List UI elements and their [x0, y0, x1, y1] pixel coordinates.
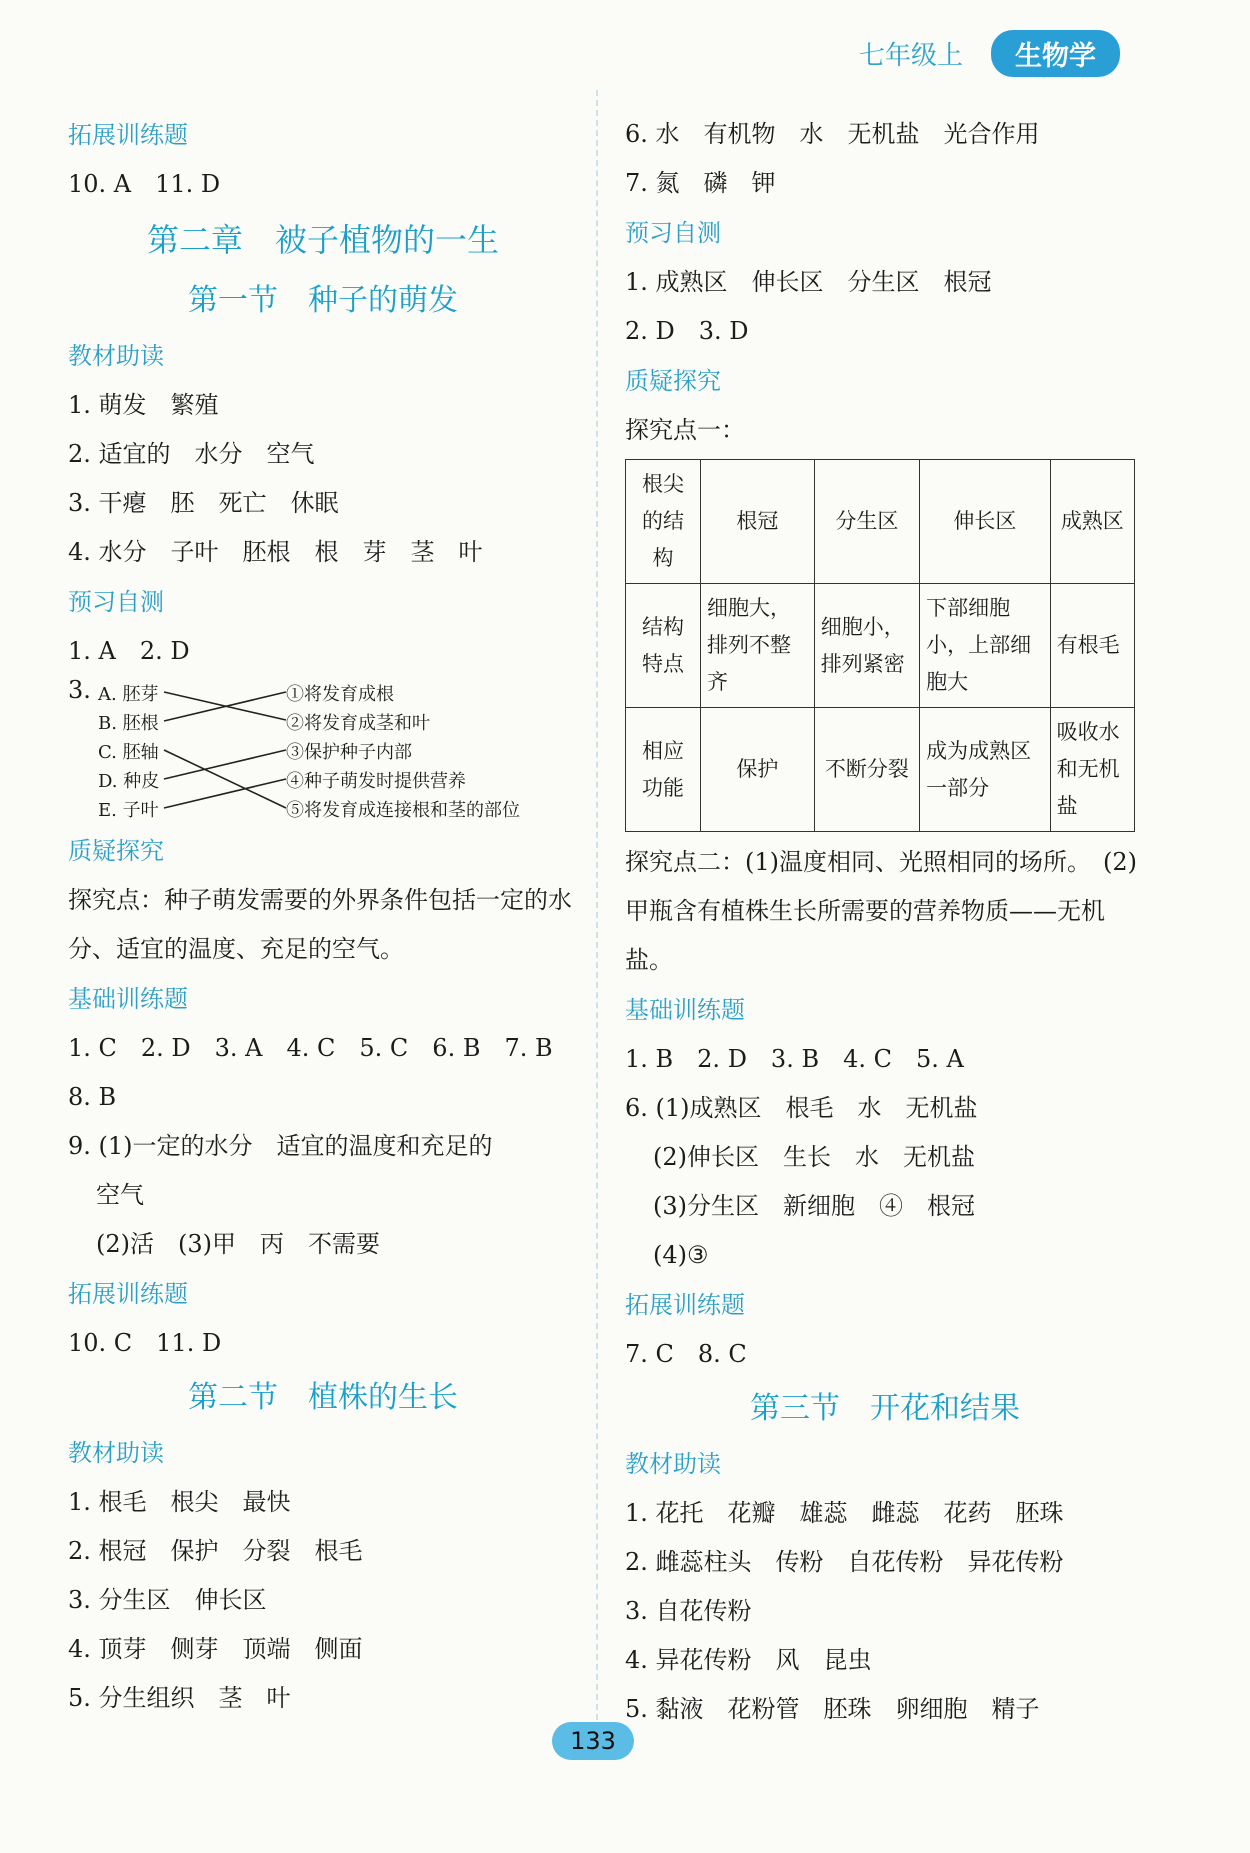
section-heading: 教材助读 — [68, 1439, 164, 1467]
match-right-item: ③保护种子内部 — [286, 742, 412, 763]
answer-line: 6. 水 有机物 水 无机盐 光合作用 — [625, 120, 1040, 148]
matching-number: 3. — [68, 676, 91, 704]
answer-line: 4. 异花传粉 风 昆虫 — [625, 1646, 872, 1674]
table-cell: 结构特点 — [626, 584, 701, 708]
answer-line: 10. A 11. D — [68, 170, 221, 198]
match-left-item: A. 胚芽 — [98, 684, 159, 705]
matching-diagram — [68, 676, 578, 826]
table-cell: 有根毛 — [1050, 584, 1134, 708]
answer-line: 7. C 8. C — [625, 1340, 747, 1368]
answer-line: 空气 — [96, 1181, 144, 1209]
answer-line: 7. 氮 磷 钾 — [625, 169, 776, 197]
answer-line: (4)③ — [653, 1241, 709, 1269]
answer-line: 3. 干瘪 胚 死亡 休眠 — [68, 489, 339, 517]
section-heading: 基础训练题 — [625, 996, 745, 1024]
answer-line: 4. 顶芽 侧芽 顶端 侧面 — [68, 1635, 363, 1663]
match-line — [164, 779, 286, 808]
table-cell: 吸收水和无机盐 — [1050, 708, 1134, 832]
answer-paragraph: 探究点二：(1)温度相同、光照相同的场所。 (2)甲瓶含有植株生长所需要的营养物质——无机盐。 — [625, 848, 1137, 974]
answer-line: 3. 分生区 伸长区 — [68, 1586, 267, 1614]
answer-line: 8. B — [68, 1083, 117, 1111]
match-left-item: C. 胚轴 — [98, 742, 159, 763]
section-heading: 拓展训练题 — [68, 1280, 188, 1308]
section-title: 第一节 种子的萌发 — [188, 283, 458, 318]
answer-line: 1. B 2. D 3. B 4. C 5. A — [625, 1045, 964, 1073]
left-column — [68, 110, 578, 1723]
match-right-item: ①将发育成根 — [286, 684, 394, 705]
table-cell: 成为成熟区一部分 — [920, 708, 1051, 832]
answer-line: 1. 成熟区 伸长区 分生区 根冠 — [625, 268, 992, 296]
answer-line: 2. 适宜的 水分 空气 — [68, 440, 315, 468]
match-line — [164, 750, 286, 808]
answer-line: 1. 根毛 根尖 最快 — [68, 1488, 291, 1516]
section-heading: 拓展训练题 — [625, 1291, 745, 1319]
table-cell: 细胞大，排列不整齐 — [701, 584, 815, 708]
section-heading: 预习自测 — [625, 219, 721, 247]
table-row — [626, 460, 1135, 584]
answer-line: 1. 花托 花瓣 雄蕊 雌蕊 花药 胚珠 — [625, 1499, 1064, 1527]
section-heading: 基础训练题 — [68, 985, 188, 1013]
answer-line: 3. 自花传粉 — [625, 1597, 752, 1625]
table-cell: 伸长区 — [920, 460, 1051, 584]
root-tip-table — [625, 459, 1135, 832]
match-right-item: ②将发育成茎和叶 — [286, 713, 430, 734]
page-number: 133 — [552, 1722, 634, 1760]
matching-lines — [68, 676, 308, 826]
answer-line: (3)分生区 新细胞 ④ 根冠 — [653, 1192, 975, 1220]
section-heading: 拓展训练题 — [68, 121, 188, 149]
match-left-item: D. 种皮 — [98, 771, 160, 792]
page-header — [859, 30, 1120, 77]
answer-line: 2. D 3. D — [625, 317, 749, 345]
answer-line: (2)活 (3)甲 丙 不需要 — [96, 1230, 380, 1258]
answer-line: 2. 根冠 保护 分裂 根毛 — [68, 1537, 363, 1565]
answer-line: 5. 分生组织 茎 叶 — [68, 1684, 291, 1712]
table-cell: 保护 — [701, 708, 815, 832]
table-cell: 根尖的结构 — [626, 460, 701, 584]
column-divider — [596, 90, 598, 1730]
section-title: 第二节 植株的生长 — [188, 1380, 458, 1415]
answer-line: 1. C 2. D 3. A 4. C 5. C 6. B 7. B — [68, 1034, 553, 1062]
answer-line: 10. C 11. D — [68, 1329, 222, 1357]
section-heading: 教材助读 — [625, 1450, 721, 1478]
grade-label: 七年级上 — [858, 41, 963, 71]
right-column — [625, 110, 1145, 1734]
answer-line: 4. 水分 子叶 胚根 根 芽 茎 叶 — [68, 538, 483, 566]
subject-badge: 生物学 — [991, 30, 1120, 77]
section-title: 第三节 开花和结果 — [750, 1391, 1020, 1426]
answer-line: 9. (1)一定的水分 适宜的温度和充足的 — [68, 1132, 493, 1160]
table-cell: 下部细胞小，上部细胞大 — [920, 584, 1051, 708]
answer-paragraph: 探究点：种子萌发需要的外界条件包括一定的水分、适宜的温度、充足的空气。 — [68, 886, 572, 963]
match-line — [164, 750, 286, 779]
section-heading: 教材助读 — [68, 342, 164, 370]
answer-line: (2)伸长区 生长 水 无机盐 — [653, 1143, 975, 1171]
match-left-item: B. 胚根 — [98, 713, 159, 734]
match-right-item: ④种子萌发时提供营养 — [286, 771, 466, 792]
section-heading: 质疑探究 — [625, 367, 721, 395]
answer-line: 6. (1)成熟区 根毛 水 无机盐 — [625, 1094, 978, 1122]
table-cell: 不断分裂 — [814, 708, 919, 832]
chapter-title: 第二章 被子植物的一生 — [146, 221, 499, 259]
answer-line: 探究点一： — [625, 416, 745, 444]
table-row — [626, 708, 1135, 832]
match-right-item: ⑤将发育成连接根和茎的部位 — [286, 800, 520, 821]
table-cell: 根冠 — [701, 460, 815, 584]
table-cell: 成熟区 — [1050, 460, 1134, 584]
answer-line: 1. A 2. D — [68, 637, 190, 665]
table-cell: 相应功能 — [626, 708, 701, 832]
answer-line: 5. 黏液 花粉管 胚珠 卵细胞 精子 — [625, 1695, 1040, 1723]
section-heading: 质疑探究 — [68, 837, 164, 865]
answer-line: 1. 萌发 繁殖 — [68, 391, 219, 419]
match-left-item: E. 子叶 — [98, 800, 159, 821]
section-heading: 预习自测 — [68, 588, 164, 616]
table-row — [626, 584, 1135, 708]
table-cell: 分生区 — [814, 460, 919, 584]
answer-line: 2. 雌蕊柱头 传粉 自花传粉 异花传粉 — [625, 1548, 1064, 1576]
table-cell: 细胞小，排列紧密 — [814, 584, 919, 708]
